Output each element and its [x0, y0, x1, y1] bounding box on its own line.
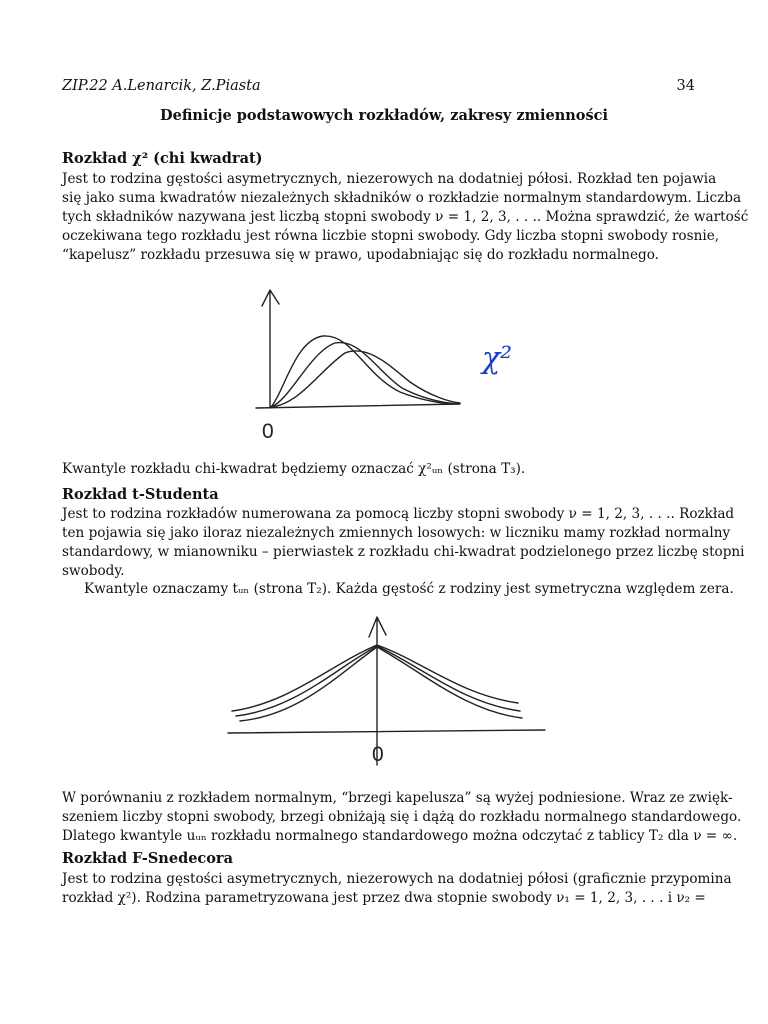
chi2-paragraph	[62, 170, 749, 265]
student-origin-label: 0	[372, 743, 384, 766]
page-number: 34	[676, 78, 695, 94]
chi2-heading: Rozkład χ² (chi kwadrat)	[62, 150, 263, 167]
fisher-heading: Rozkład F-Snedecora	[62, 850, 233, 867]
chi2-annotation: χ²	[482, 341, 513, 376]
chi2-curve-1	[271, 336, 452, 407]
student-sketch-figure	[0, 605, 768, 775]
fisher-paragraph	[62, 870, 732, 908]
student-comparison-paragraph	[62, 789, 742, 846]
student-x-axis	[228, 730, 545, 733]
chi2-line-4: oczekiwana tego rozkładu jest równa liczbie stopni swobody. Gdy liczba stopni swobody rosnie,	[62, 228, 720, 244]
chi2-curve-3	[271, 351, 460, 407]
chi2-origin-label: 0	[262, 420, 274, 443]
chi2-sketch-figure	[0, 280, 768, 460]
chi2-line-1: Jest to rodzina gęstości asymetrycznych, niezerowych na dodatniej półosi. Rozkład ten pojawia	[62, 171, 717, 187]
comparison-line-3: Dlatego kwantyle uᵤₙ rozkładu normalnego standardowego można odczytać z tablicy T₂ dla ν = ∞.	[62, 828, 738, 844]
student-heading: Rozkład t-Studenta	[62, 486, 219, 503]
chi2-y-axis	[262, 290, 279, 408]
comparison-line-1: W porównaniu z rozkładem normalnym, “brzegi kapelusza” są wyżej podniesione. Wraz ze zwięk-	[62, 790, 733, 806]
student-curve-3	[240, 647, 522, 721]
student-line-1: Jest to rodzina rozkładów numerowana za pomocą liczby stopni swobody ν = 1, 2, 3, . . .. Rozkład	[62, 506, 735, 522]
chi2-x-axis	[256, 404, 460, 408]
fisher-line-1: Jest to rodzina gęstości asymetrycznych, niezerowych na dodatniej półosi (graficznie przypomina	[62, 871, 732, 887]
page-title: Definicje podstawowych rozkładów, zakresy zmienności	[160, 107, 608, 124]
student-quantile-line: Kwantyle oznaczamy tᵤₙ (strona T₂). Każda gęstość z rodziny jest symetryczna względem zera.	[84, 581, 734, 597]
student-curve-1	[232, 645, 518, 711]
student-line-3: standardowy, w mianowniku – pierwiastek z rozkładu chi-kwadrat podzielonego przez liczbę stopni	[62, 544, 745, 560]
chi2-quantile-line: Kwantyle rozkładu chi-kwadrat będziemy oznaczać χ²ᵤₙ (strona T₃).	[62, 461, 526, 477]
running-header-authors: ZIP.22 A.Lenarcik, Z.Piasta	[62, 78, 261, 94]
student-quantile-text	[62, 580, 734, 599]
chi2-line-5: “kapelusz” rozkładu przesuwa się w prawo, upodabniając się do rozkładu normalnego.	[62, 247, 659, 263]
chi2-line-2: się jako suma kwadratów niezależnych składników o rozkładzie normalnym standardowym. Liczba	[62, 190, 742, 206]
chi2-line-3: tych składników nazywana jest liczbą stopni swobody ν = 1, 2, 3, . . .. Można sprawdzić, że wartość	[62, 209, 749, 225]
chi2-quantile-text	[62, 460, 696, 479]
student-line-2: ten pojawia się jako iloraz niezależnych zmiennych losowych: w liczniku mamy rozkład normalny	[62, 525, 731, 541]
student-paragraph	[62, 505, 745, 581]
student-line-4: swobody.	[62, 563, 125, 579]
comparison-line-2: szeniem liczby stopni swobody, brzegi obniżają się i dążą do rozkładu normalnego standardowego.	[62, 809, 742, 825]
fisher-line-2: rozkład χ²). Rodzina parametryzowana jest przez dwa stopnie swobody ν₁ = 1, 2, 3, . . . i ν₂ =	[62, 890, 706, 906]
